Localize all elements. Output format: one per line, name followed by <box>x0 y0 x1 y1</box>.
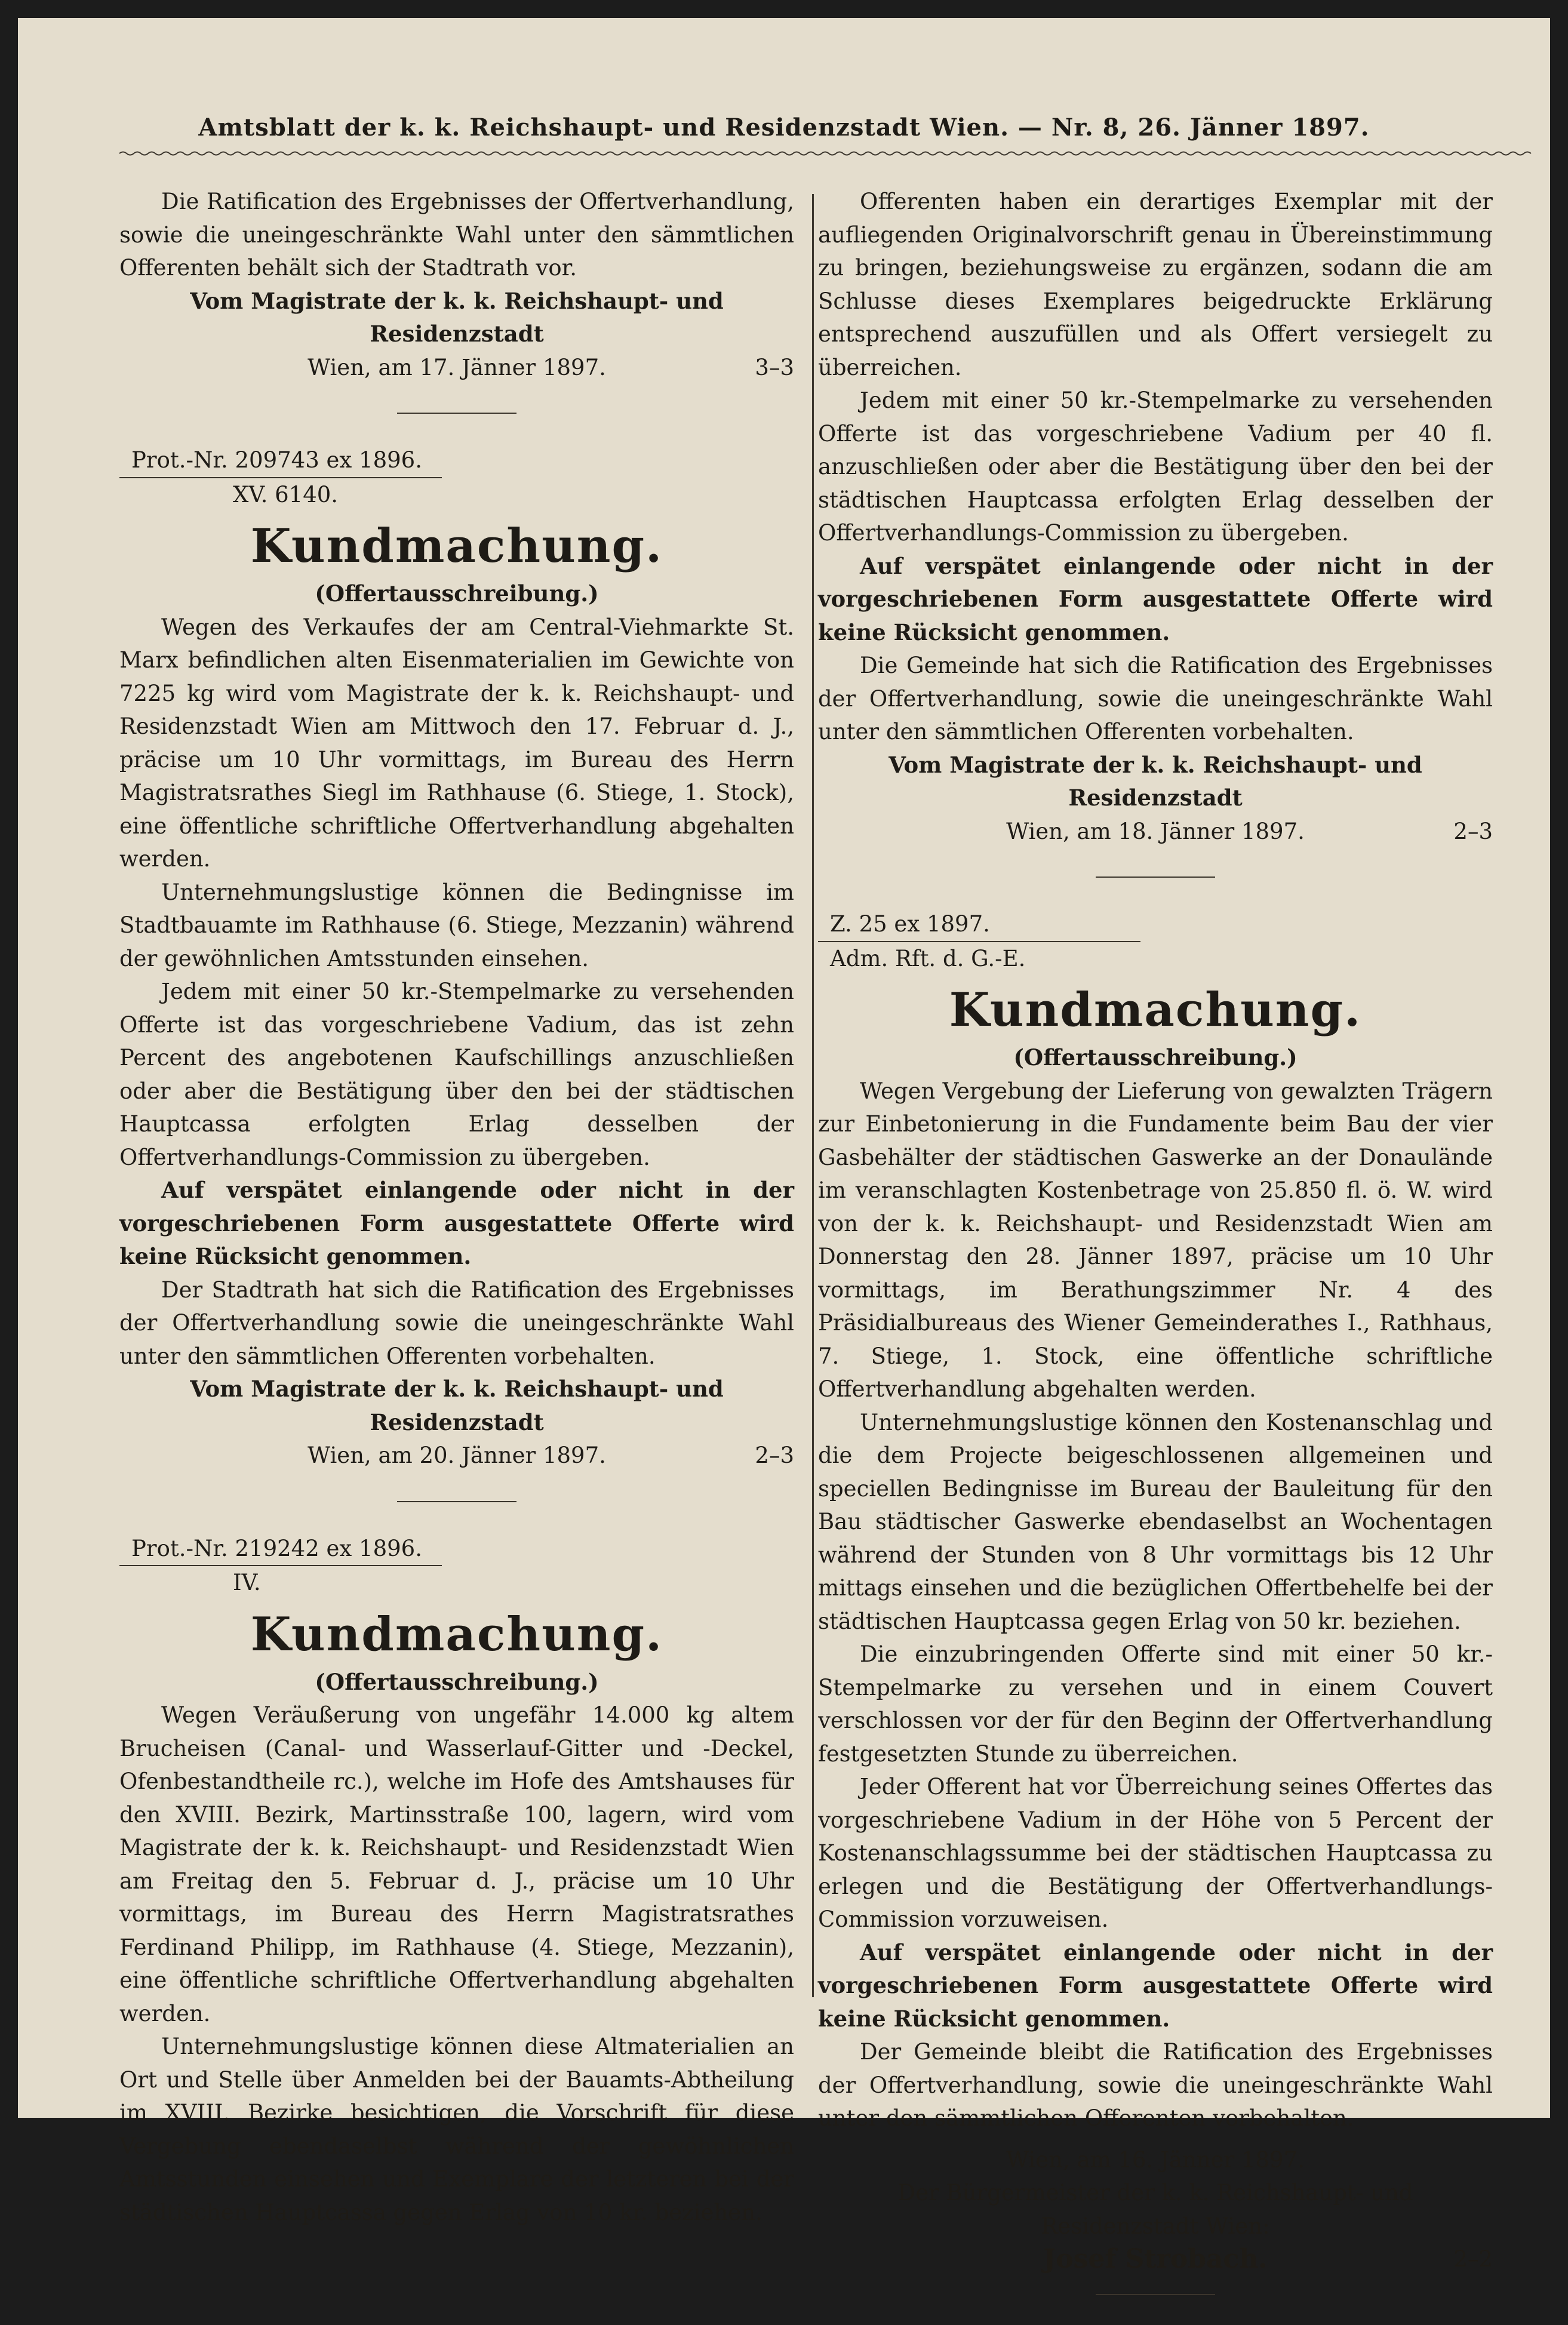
paragraph: Jedem mit einer 50 kr.-Stempelmarke zu versehenden Offerte ist das vorgeschriebene Vadium per 40 fl. anzuschließen oder aber die Bestätigung über den bei der städtischen Hauptcassa erfolgten Erlag desselben der Offertverhandlungs-Commission zu übergeben. <box>818 387 1493 546</box>
mayor-line: Der Bürgermeister der k. k. Reichshaupt- und Residenzstadt Wien: <box>897 2180 1413 2239</box>
reference-number: Prot.-Nr. 209743 ex 1896. <box>119 444 442 478</box>
paragraph: Der Gemeinde bleibt die Ratification des Ergebnisses der Offertverhandlung, sowie die uneingeschränkte Wahl unter den sämmtlichen Offerenten vorbehalten. <box>818 2039 1493 2131</box>
paragraph: Offerenten haben ein derartiges Exemplar mit der aufliegenden Originalvorschrift genau in Übereinstimmung zu bringen, beziehungsweise zu ergänzen, sodann die am Schlusse dieses Exemplares beigedruckte Erklärung entsprechend auszufüllen und als Offert versiegelt zu überreichen. <box>818 189 1493 380</box>
notice-title: Kundmachung. <box>250 519 663 573</box>
paragraph: Auf verspätet einlangende oder nicht in der vorgeschriebenen Form ausgestattete Offerte wird keine Rücksicht genommen. <box>818 1939 1493 2032</box>
paragraph: Wegen des Verkaufes der am Central-Viehmarkte St. Marx befindlichen alten Eisenmaterialien im Gewichte von 7225 kg wird vom Magistrate der k. k. Reichshaupt- und Residenzstadt Wien am Mittwoch den 17. Februar d. J., präcise um 10 Uhr vormittags, im Bureau des Herrn Magistratsrathes Siegl im Rathhause (6. Stiege, 1. Stock), eine öffentliche schriftliche Offertverhandlung abgehalten werden. <box>119 614 794 872</box>
reference-code: XV. 6140. <box>233 481 339 508</box>
signature-line: Vom Magistrate der k. k. Reichshaupt- und Residenzstadt <box>190 287 724 347</box>
paragraph: Jedem mit einer 50 kr.-Stempelmarke zu versehenden Offerte ist das vorgeschriebene Vadium, das ist zehn Percent des angebotenen Kaufschillings anzuschließen oder aber die Bestätigung über den bei der städtischen Hauptcassa erfolgten Erlag desselben der Offertverhandlungs-Commission zu übergeben. <box>119 979 794 1170</box>
date-line <box>818 815 1493 848</box>
document-page <box>18 18 1550 2274</box>
paragraph: Auf verspätet einlangende oder nicht in der vorgeschriebenen Form ausgestattete Offerte wird keine Rücksicht genommen. <box>818 552 1493 645</box>
date-text: Wien, am 20. Jänner 1897. <box>308 1443 606 1468</box>
sequence-number: 3–3 <box>755 354 794 380</box>
notice-subtitle: (Offertausschreibung.) <box>1013 1044 1298 1071</box>
date-text: Wien, am 18. Jänner 1897. <box>1006 818 1305 844</box>
sequence-number: 2–3 <box>755 1443 794 1468</box>
reference-code: IV. <box>233 1570 261 1595</box>
paragraph: Der Stadtrath hat sich die Ratification des Ergebnisses der Offertverhandlung sowie die uneingeschränkte Wahl unter den sämmtlichen Offerenten vorbehalten. <box>119 1277 794 1369</box>
notice-subtitle: (Offertausschreibung.) <box>315 580 599 607</box>
signature-line: Vom Magistrate der k. k. Reichshaupt- und Residenzstadt <box>888 751 1422 811</box>
sequence-number: 2–3 <box>1453 818 1493 844</box>
paragraph: Auf verspätet einlangende oder nicht in der vorgeschriebenen Form ausgestattete Offerte wird keine Rücksicht genommen. <box>119 1177 794 1269</box>
sequence-number: 2–2 <box>1453 2246 1493 2272</box>
separator-rule <box>397 413 516 414</box>
header-wavy-rule <box>119 150 1529 156</box>
notice-title: Kundmachung. <box>949 983 1362 1037</box>
paragraph: Unternehmungslustige können diese Altmaterialien an Ort und Stelle über Anmelden bei der Bauamts-Abtheilung im XVIII. Bezirke besichtigen, die Vorschrift für diese Vergebung ebendaselbst während der gewöhnlichen Amtsstunden einsehen und Exemplare der letzteren bei der städtischen Hauptcassa gegen Erlag von 10 kr. beziehen. <box>119 2034 794 2225</box>
signature-name <box>818 2243 1493 2276</box>
left-column <box>119 185 794 2229</box>
date-line <box>119 1439 794 1472</box>
paragraph: Wegen Veräußerung von ungefähr 14.000 kg altem Brucheisen (Canal- und Wasserlauf-Gitter und -Deckel, Ofenbestandtheile rc.), welche im Hofe des Amtshauses für den XVIII. Bezirk, Martinsstraße 100, lagern, wird vom Magistrate der k. k. Reichshaupt- und Residenzstadt Wien am Freitag den 5. Februar d. J., präcise um 10 Uhr vormittags, im Bureau des Herrn Magistratsrathes Ferdinand Philipp, im Rathhause (4. Stiege, Mezzanin), eine öffentliche schriftliche Offertverhandlung abgehalten werden. <box>119 1702 794 2026</box>
column-divider <box>812 194 814 1997</box>
paragraph: Die einzubringenden Offerte sind mit einer 50 kr.-Stempelmarke zu versehen und in einem Couvert verschlossen vor der für den Beginn der Offertverhandlung festgesetzten Stunde zu überreichen. <box>818 1641 1493 1767</box>
right-column <box>818 185 1493 2325</box>
notice-title: Kundmachung. <box>250 1607 663 1662</box>
paragraph: Die Gemeinde hat sich die Ratification des Ergebnisses der Offertverhandlung, sowie die uneingeschränkte Wahl unter den sämmtlichen Offerenten vorbehalten. <box>818 653 1493 745</box>
separator-rule <box>1096 2294 1215 2295</box>
separator-rule <box>397 1501 516 1502</box>
paragraph: Unternehmungslustige können den Kostenanschlag und die dem Projecte beigeschlossenen allgemeinen und speciellen Bedingnisse im Bureau der Bauleitung für den Bau städtischer Gaswerke ebendaselbst an Wochentagen während der Stunden von 8 Uhr vormittags bis 12 Uhr mittags einsehen und die bezüglichen Offertbehelfe bei der städtischen Hauptcassa gegen Erlag von 50 kr. beziehen. <box>818 1409 1493 1634</box>
paragraph: Wegen Vergebung der Lieferung von gewalzten Trägern zur Einbetonierung in die Fundamente beim Bau der vier Gasbehälter der städtischen Gaswerke an der Donaulände im veranschlagten Kostenbetrage von 25.850 fl. ö. W. wird von der k. k. Reichshaupt- und Residenzstadt Wien am Donnerstag den 28. Jänner 1897, präcise um 10 Uhr vormittags, im Berathungszimmer Nr. 4 des Präsidialbureaus des Wiener Gemeinderathes I., Rathhaus, 7. Stiege, 1. Stock, eine öffentliche schriftliche Offertverhandlung abgehalten werden. <box>818 1078 1493 1402</box>
notice-subtitle: (Offertausschreibung.) <box>315 1668 599 1695</box>
separator-rule <box>1096 877 1215 878</box>
page-header: Amtsblatt der k. k. Reichshaupt- und Residenzstadt Wien. — Nr. 8, 26. Jänner 1897. <box>198 113 1370 142</box>
mayor-name: Josef Strobach. <box>1043 2244 1268 2274</box>
date-text: Wien, am 16. Jänner 1897. <box>1006 2146 1305 2173</box>
reference-code: Adm. Rft. d. G.-E. <box>830 945 1026 971</box>
date-line <box>119 351 794 385</box>
signature-line: Vom Magistrate der k. k. Reichshaupt- und Residenzstadt <box>190 1376 724 1435</box>
reference-number: Z. 25 ex 1897. <box>818 908 1140 942</box>
paragraph: Die Ratification des Ergebnisses der Offertverhandlung, sowie die uneingeschränkte Wahl unter den sämmtlichen Offerenten behält sich der Stadtrath vor. <box>119 189 794 281</box>
reference-number: Prot.-Nr. 219242 ex 1896. <box>119 1532 442 1567</box>
date-text: Wien, am 17. Jänner 1897. <box>308 354 606 380</box>
paragraph: Unternehmungslustige können die Bedingnisse im Stadtbauamte im Rathhause (6. Stiege, Mezzanin) während der gewöhnlichen Amtsstunden einsehen. <box>119 879 794 971</box>
paragraph: Jeder Offerent hat vor Überreichung seines Offertes das vorgeschriebene Vadium in der Höhe von 5 Percent der Kostenanschlagssumme bei der städtischen Hauptcassa zu erlegen und die Bestätigung der Offertverhandlungs-Commission vorzuweisen. <box>818 1774 1493 1932</box>
